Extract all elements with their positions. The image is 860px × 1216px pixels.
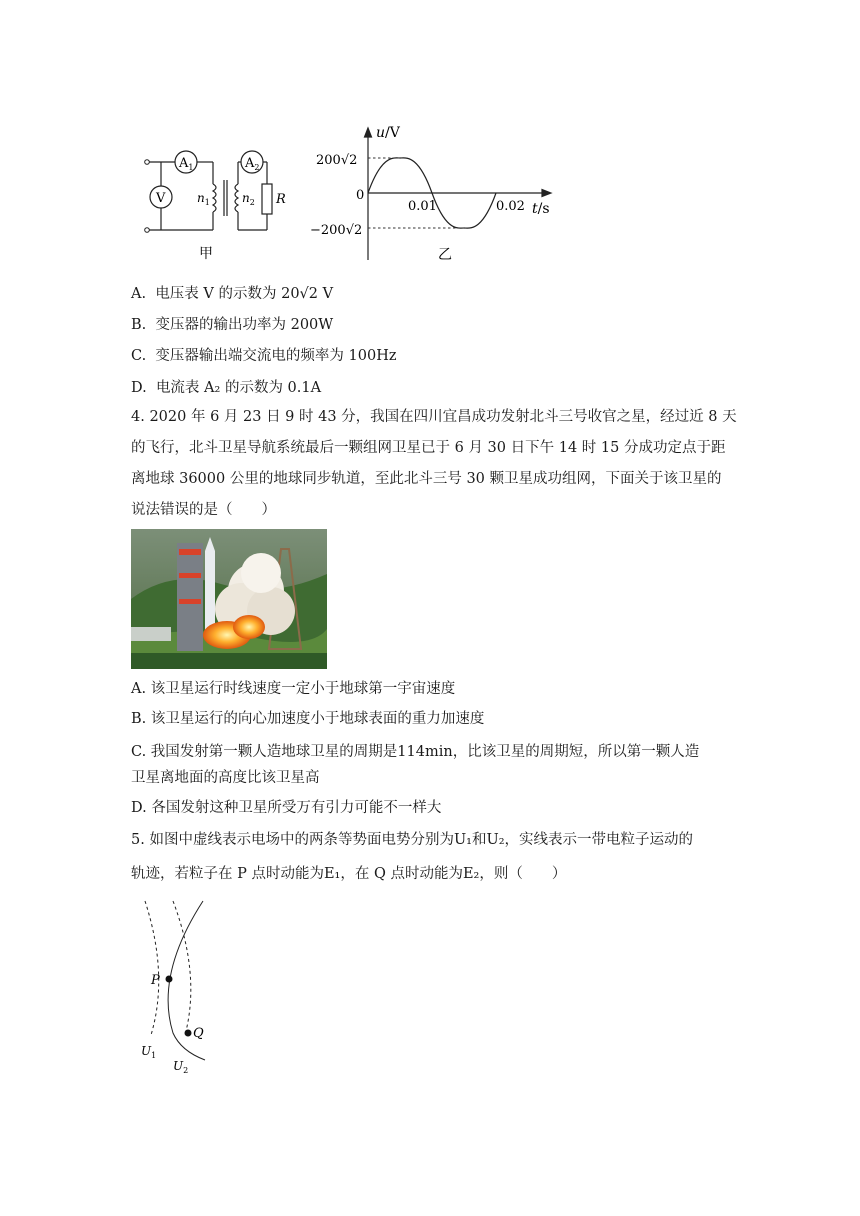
u2-label: $U_2$	[173, 1059, 189, 1075]
n2-label: $n_2$	[242, 191, 255, 207]
equipotential-trajectory-figure	[135, 895, 215, 1080]
figure-yi-label: 乙	[438, 247, 452, 263]
voltmeter-label: V	[156, 191, 166, 206]
q4-option-b: B. 该卫星运行的向心加速度小于地球表面的重力加速度	[131, 711, 485, 727]
y-bottom-label: −200√2	[310, 223, 363, 238]
q4-option-c: C. 我国发射第一颗人造地球卫星的周期是114min，比该卫星的周期短，所以第一颗人造	[131, 744, 700, 760]
q4-stem	[131, 402, 737, 526]
resistor-label: R	[276, 192, 286, 207]
y-axis-label: u/V	[376, 125, 400, 141]
q4-option-d: D. 各国发射这种卫星所受万有引力可能不一样大	[131, 800, 442, 816]
voltage-time-graph	[310, 120, 560, 265]
q3-option-c: C. 变压器输出端交流电的频率为 100Hz	[131, 348, 397, 364]
figure-jia-label: 甲	[199, 246, 213, 262]
point-q-label: Q	[193, 1026, 204, 1041]
point-p-label: P	[151, 973, 160, 988]
x-axis-label: t/s	[532, 201, 550, 217]
rocket-launch-photo	[131, 529, 327, 669]
q3-option-d: D. 电流表 A₂ 的示数为 0.1A	[131, 380, 322, 396]
n1-label: $n_1$	[197, 191, 210, 207]
q4-line: 离地球 36000 公里的地球同步轨道，至此北斗三号 30 颗卫星成功组网，下面关于该卫星的	[131, 471, 722, 487]
q4-option-a: A. 该卫星运行时线速度一定小于地球第一宇宙速度	[131, 681, 456, 697]
y-top-label: 200√2	[316, 153, 358, 168]
q4-line: 4. 2020 年 6 月 23 日 9 时 43 分，我国在四川宜昌成功发射北斗三号收官之星，经过近 8 天	[131, 409, 737, 425]
q3-option-b: B. 变压器的输出功率为 200W	[131, 317, 334, 333]
q5-stem-line1: 5. 如图中虚线表示电场中的两条等势面电势分别为U₁和U₂，实线表示一带电粒子运动的	[131, 832, 694, 848]
q5-stem-line2: 轨迹，若粒子在 P 点时动能为E₁，在 Q 点时动能为E₂，则（ ）	[131, 866, 567, 882]
transformer-circuit-figure	[135, 150, 295, 262]
x-tick2-label: 0.02	[496, 199, 525, 214]
q3-option-a: A. 电压表 V 的示数为 20√2 V	[131, 286, 334, 302]
q4-option-c-continued: 卫星离地面的高度比该卫星高	[131, 770, 320, 786]
origin-label: 0	[356, 188, 365, 203]
u1-label: $U_1$	[141, 1044, 157, 1060]
q4-line: 说法错误的是（ ）	[131, 502, 276, 518]
ammeter2-label: $A_2$	[245, 156, 260, 172]
x-tick1-label: 0.01	[408, 199, 437, 214]
ammeter1-label: $A_1$	[179, 156, 194, 172]
q4-line: 的飞行，北斗卫星导航系统最后一颗组网卫星已于 6 月 30 日下午 14 时 15 分成功定点于距	[131, 440, 726, 456]
